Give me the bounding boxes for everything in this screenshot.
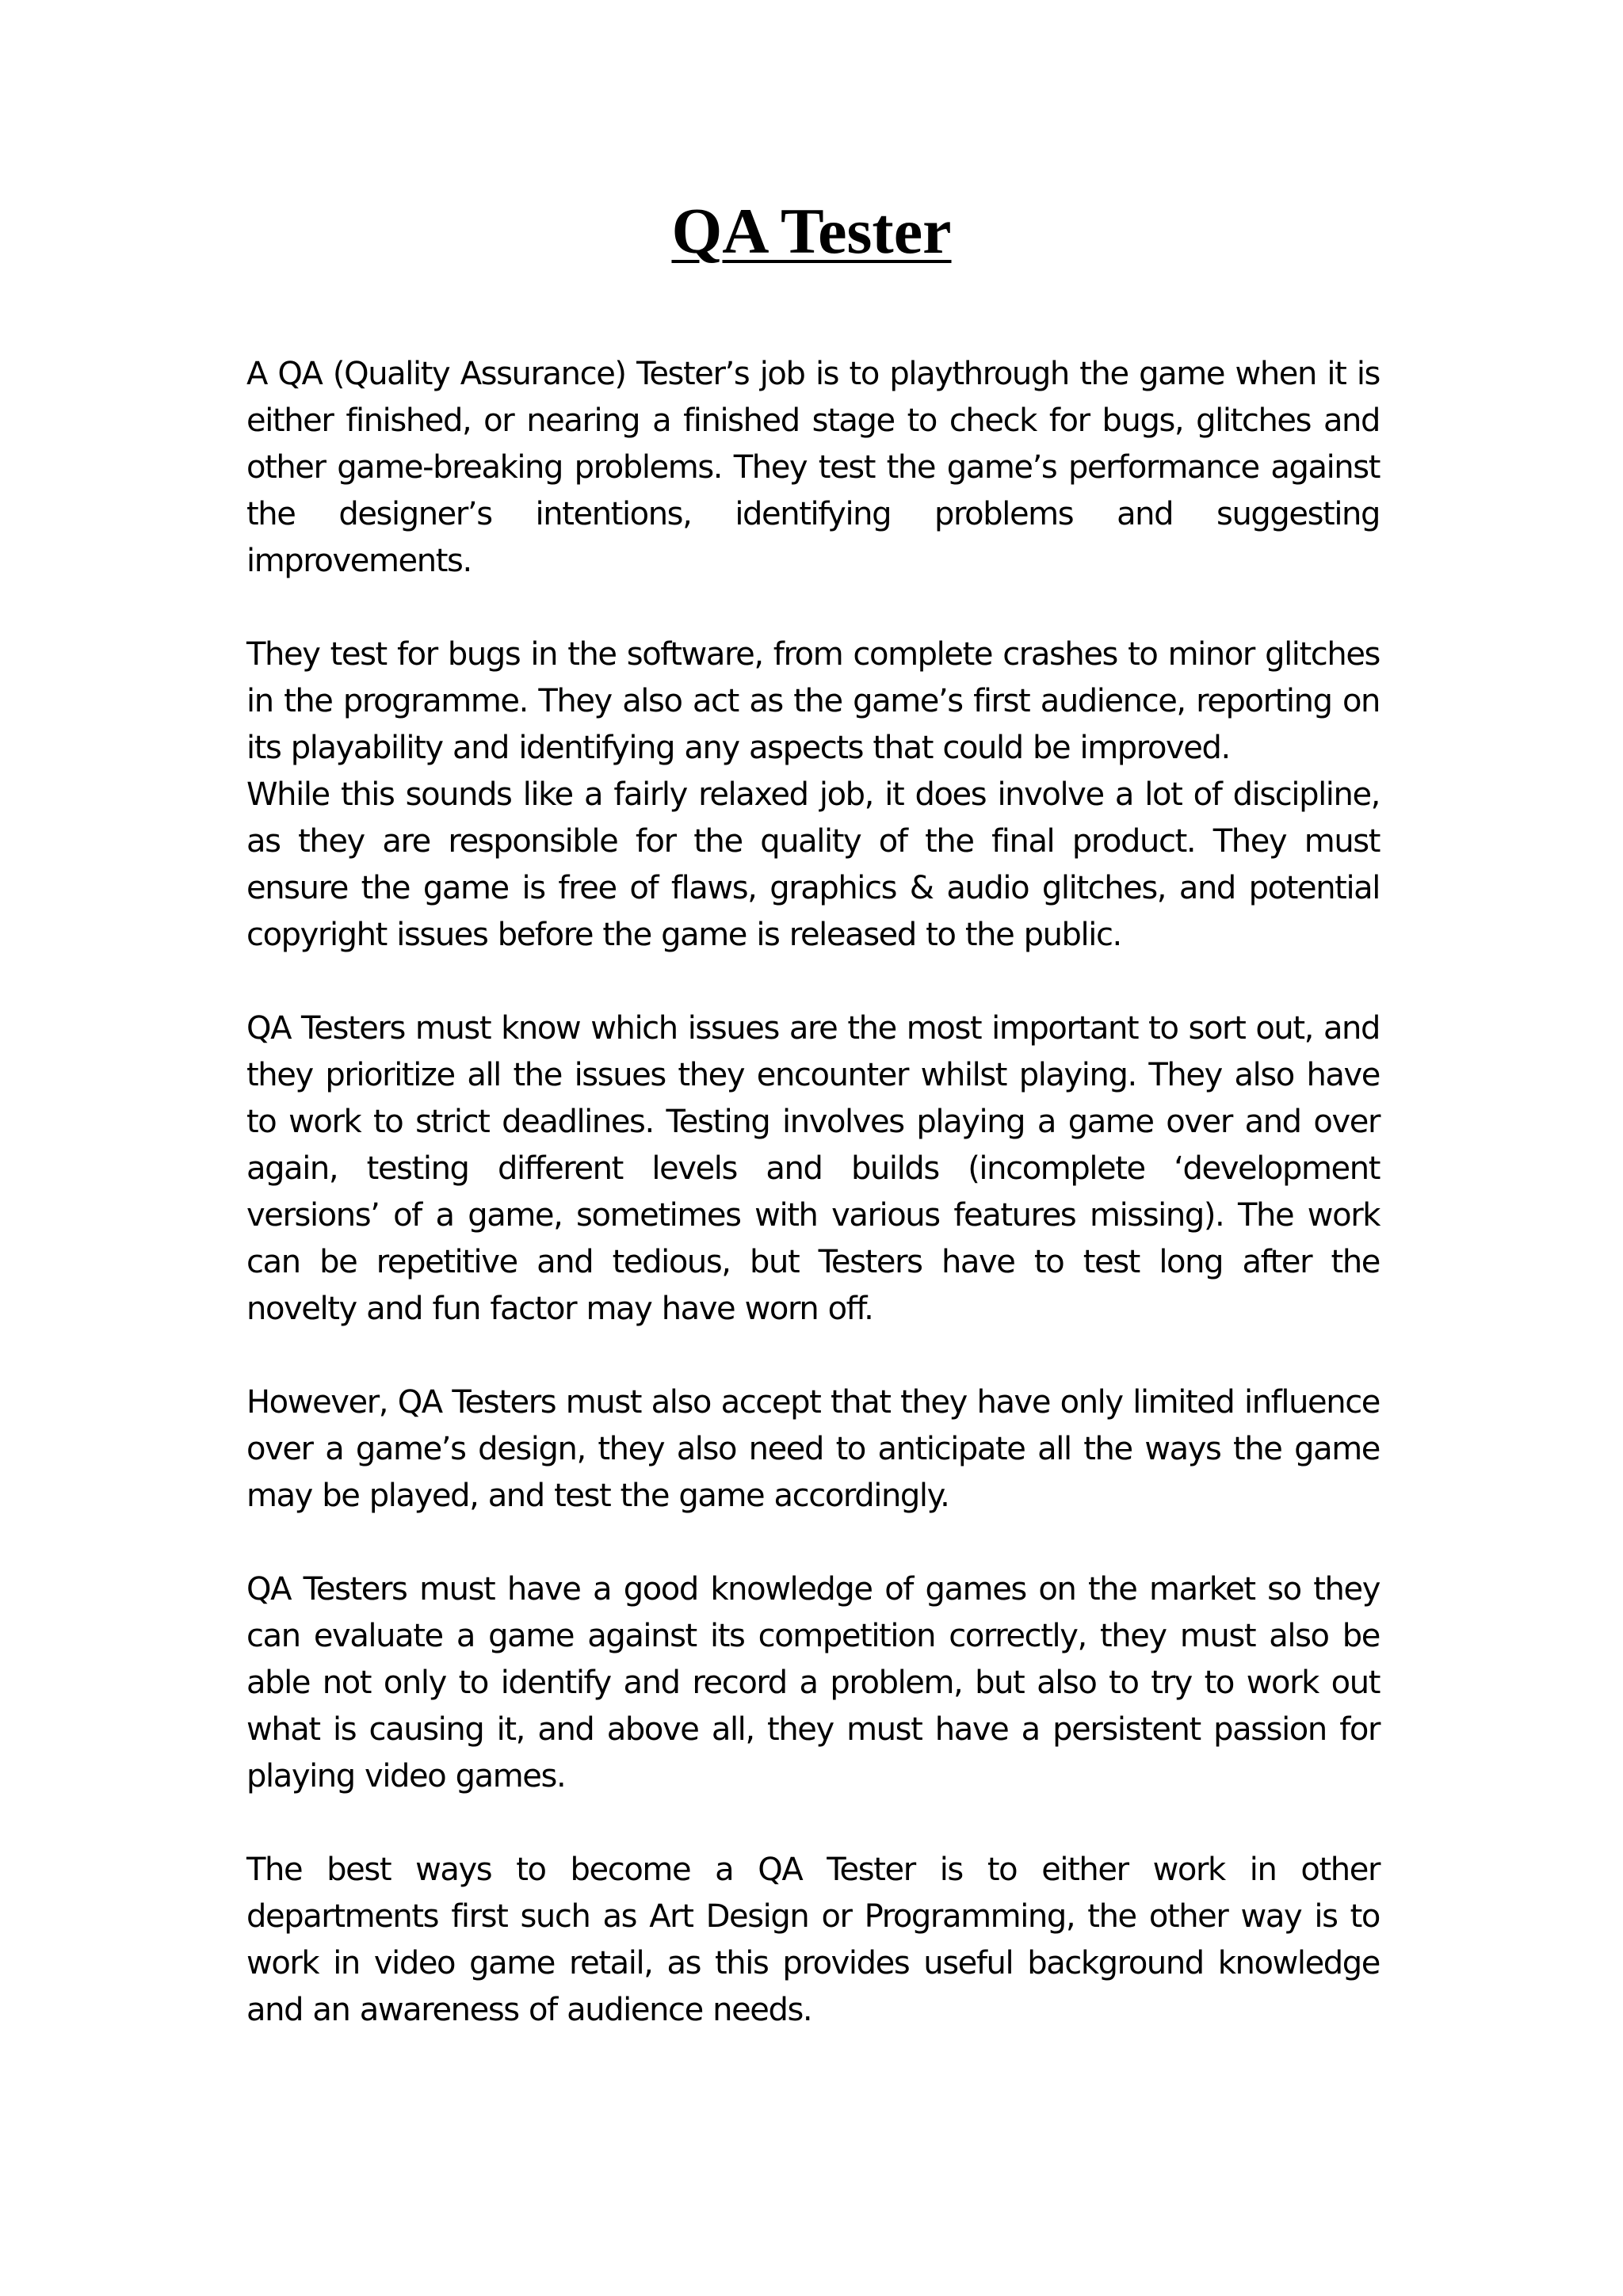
page-title: QA Tester [671, 195, 952, 267]
paragraph-bug-testing: They test for bugs in the software, from complete crashes to minor glitches in the programme. They also act as the game’s first audience, reporting on its playability and identifying any aspects that could be improved. [246, 636, 1380, 766]
paragraph-career-path: The best ways to become a QA Tester is to either work in other departments first such as Art Design or Programming, the other way is to work in video game retail, as this provides useful background knowledge and an awareness of audience needs. [246, 1852, 1380, 2028]
document-body [246, 351, 1380, 2034]
paragraph-limited-influence: However, QA Testers must also accept that they have only limited influence over a game’s design, they also need to anticipate all the ways the game may be played, and test the game accordingly. [246, 1384, 1380, 1514]
paragraph-discipline: While this sounds like a fairly relaxed job, it does involve a lot of discipline, as they are responsible for the quality of the final product. They must ensure the game is free of flaws, graphics & audio glitches, and potential copyright issues before the game is released to the public. [246, 776, 1380, 953]
paragraph-prioritization: QA Testers must know which issues are the most important to sort out, and they prioritize all the issues they encounter whilst playing. They also have to work to strict deadlines. Testing involves playing a game over and over again, testing different levels and builds (incomplete ‘development versions’ of a game, sometimes with various features missing). The work can be repetitive and tedious, but Testers have to test long after the novelty and fun factor may have worn off. [246, 1010, 1380, 1327]
paragraph-market-knowledge: QA Testers must have a good knowledge of games on the market so they can evaluate a game against its competition correctly, they must also be able not only to identify and record a problem, but also to try to work out what is causing it, and above all, they must have a persistent passion for playing video games. [246, 1571, 1380, 1794]
paragraph-intro: A QA (Quality Assurance) Tester’s job is to playthrough the game when it is either finished, or nearing a finished stage to check for bugs, glitches and other game-breaking problems. They test the game’s performance against the designer’s intentions, identifying problems and suggesting improvements. [246, 356, 1380, 579]
